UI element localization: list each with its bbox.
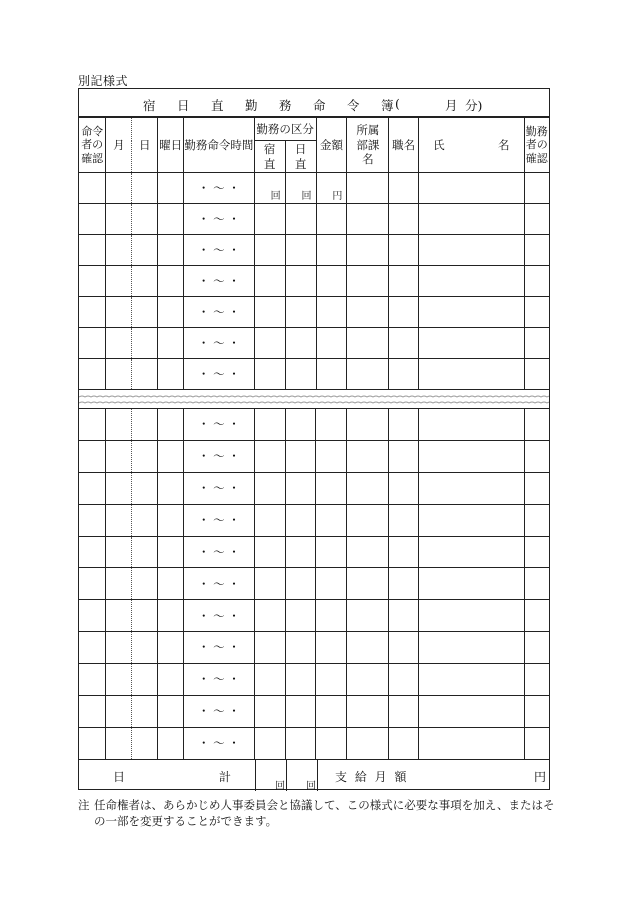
title-close: 分)	[465, 98, 483, 113]
title-open-paren: (	[395, 96, 400, 111]
title-char: 務	[279, 98, 292, 113]
header-confirm-order: 命令者の確認	[79, 118, 106, 173]
table-row	[79, 297, 549, 328]
time-cell[interactable]: ・ 〜 ・	[184, 504, 255, 536]
header-order-time: 勤務命令時間	[184, 118, 255, 173]
time-cell[interactable]: ・ 〜 ・	[184, 204, 255, 235]
time-cell[interactable]: ・ 〜 ・	[184, 472, 255, 504]
title-char: 直	[211, 98, 224, 113]
header-amount: 金額	[316, 118, 347, 173]
time-cell[interactable]: ・ 〜 ・	[184, 727, 255, 759]
table-row	[79, 536, 549, 568]
header-month: 月	[106, 118, 132, 173]
header-name-left: 氏	[433, 137, 445, 152]
header-day: 日	[132, 118, 158, 173]
table-row	[79, 235, 549, 266]
table-row	[79, 568, 549, 600]
time-cell[interactable]: ・ 〜 ・	[184, 235, 255, 266]
time-cell[interactable]: ・ 〜 ・	[184, 632, 255, 664]
footer-yen: 円	[534, 770, 547, 784]
unit-times: 回	[301, 190, 312, 202]
table-row	[79, 727, 549, 759]
time-cell[interactable]: ・ 〜 ・	[184, 328, 255, 359]
table-row	[79, 632, 549, 664]
time-cell[interactable]: ・ 〜 ・	[184, 359, 255, 390]
table-row	[79, 204, 549, 235]
lower-table	[79, 408, 549, 760]
omission-break	[79, 392, 549, 408]
table-row	[79, 504, 549, 536]
unit-yen: 円	[332, 190, 343, 202]
register-title	[79, 89, 549, 117]
footer-total: 計	[219, 770, 232, 784]
time-cell[interactable]: ・ 〜 ・	[184, 409, 255, 441]
table-row	[79, 664, 549, 696]
time-cell[interactable]: ・ 〜 ・	[184, 696, 255, 728]
title-month: 月	[445, 98, 458, 113]
time-cell[interactable]: ・ 〜 ・	[184, 600, 255, 632]
duty-order-register-sheet	[78, 88, 550, 790]
unit-times: 回	[270, 190, 281, 202]
title-char: 令	[347, 98, 360, 113]
title-char: 勤	[245, 98, 258, 113]
header-night-duty: 宿直	[254, 141, 285, 173]
time-cell[interactable]: ・ 〜 ・	[184, 297, 255, 328]
title-char: 簿	[381, 98, 394, 113]
table-row	[79, 440, 549, 472]
header-weekday: 曜日	[158, 118, 184, 173]
header-dept: 所属部課名	[347, 118, 389, 173]
footnote-text: 任命権者は、あらかじめ人事委員会と協議して、この様式に必要な事項を加え、またはその一部を変更することができます。	[94, 798, 555, 828]
upper-table	[79, 117, 549, 390]
header-title: 職名	[389, 118, 419, 173]
wavy-break-lines	[79, 392, 549, 408]
footer-day: 日	[113, 770, 126, 784]
table-row	[79, 359, 549, 390]
footer-times-day: 回	[306, 781, 316, 792]
header-confirm-worker: 勤務者の確認	[524, 118, 549, 173]
time-cell[interactable]: ・ 〜 ・	[184, 568, 255, 600]
footer-times-night: 回	[275, 781, 285, 792]
header-day-duty: 日直	[285, 141, 316, 173]
header-name-right: 名	[498, 137, 510, 152]
footnote	[78, 797, 558, 829]
table-row	[79, 600, 549, 632]
table-row	[79, 472, 549, 504]
table-row	[79, 173, 549, 204]
time-cell[interactable]: ・ 〜 ・	[184, 664, 255, 696]
time-cell[interactable]: ・ 〜 ・	[184, 173, 255, 204]
title-char: 宿	[143, 98, 156, 113]
table-row	[79, 696, 549, 728]
time-cell[interactable]: ・ 〜 ・	[184, 536, 255, 568]
time-cell[interactable]: ・ 〜 ・	[184, 440, 255, 472]
time-cell[interactable]: ・ 〜 ・	[184, 266, 255, 297]
table-row	[79, 266, 549, 297]
table-row	[79, 328, 549, 359]
title-char: 日	[177, 98, 190, 113]
footnote-mark: 注	[78, 798, 90, 812]
header-name	[419, 118, 524, 173]
header-division: 勤務の区分	[254, 118, 316, 141]
totals-row	[79, 759, 549, 791]
form-label: 別記様式	[78, 74, 129, 88]
footer-payment-month-amount: 支 給 月 額	[335, 770, 409, 784]
table-row	[79, 409, 549, 441]
title-char: 命	[313, 98, 326, 113]
